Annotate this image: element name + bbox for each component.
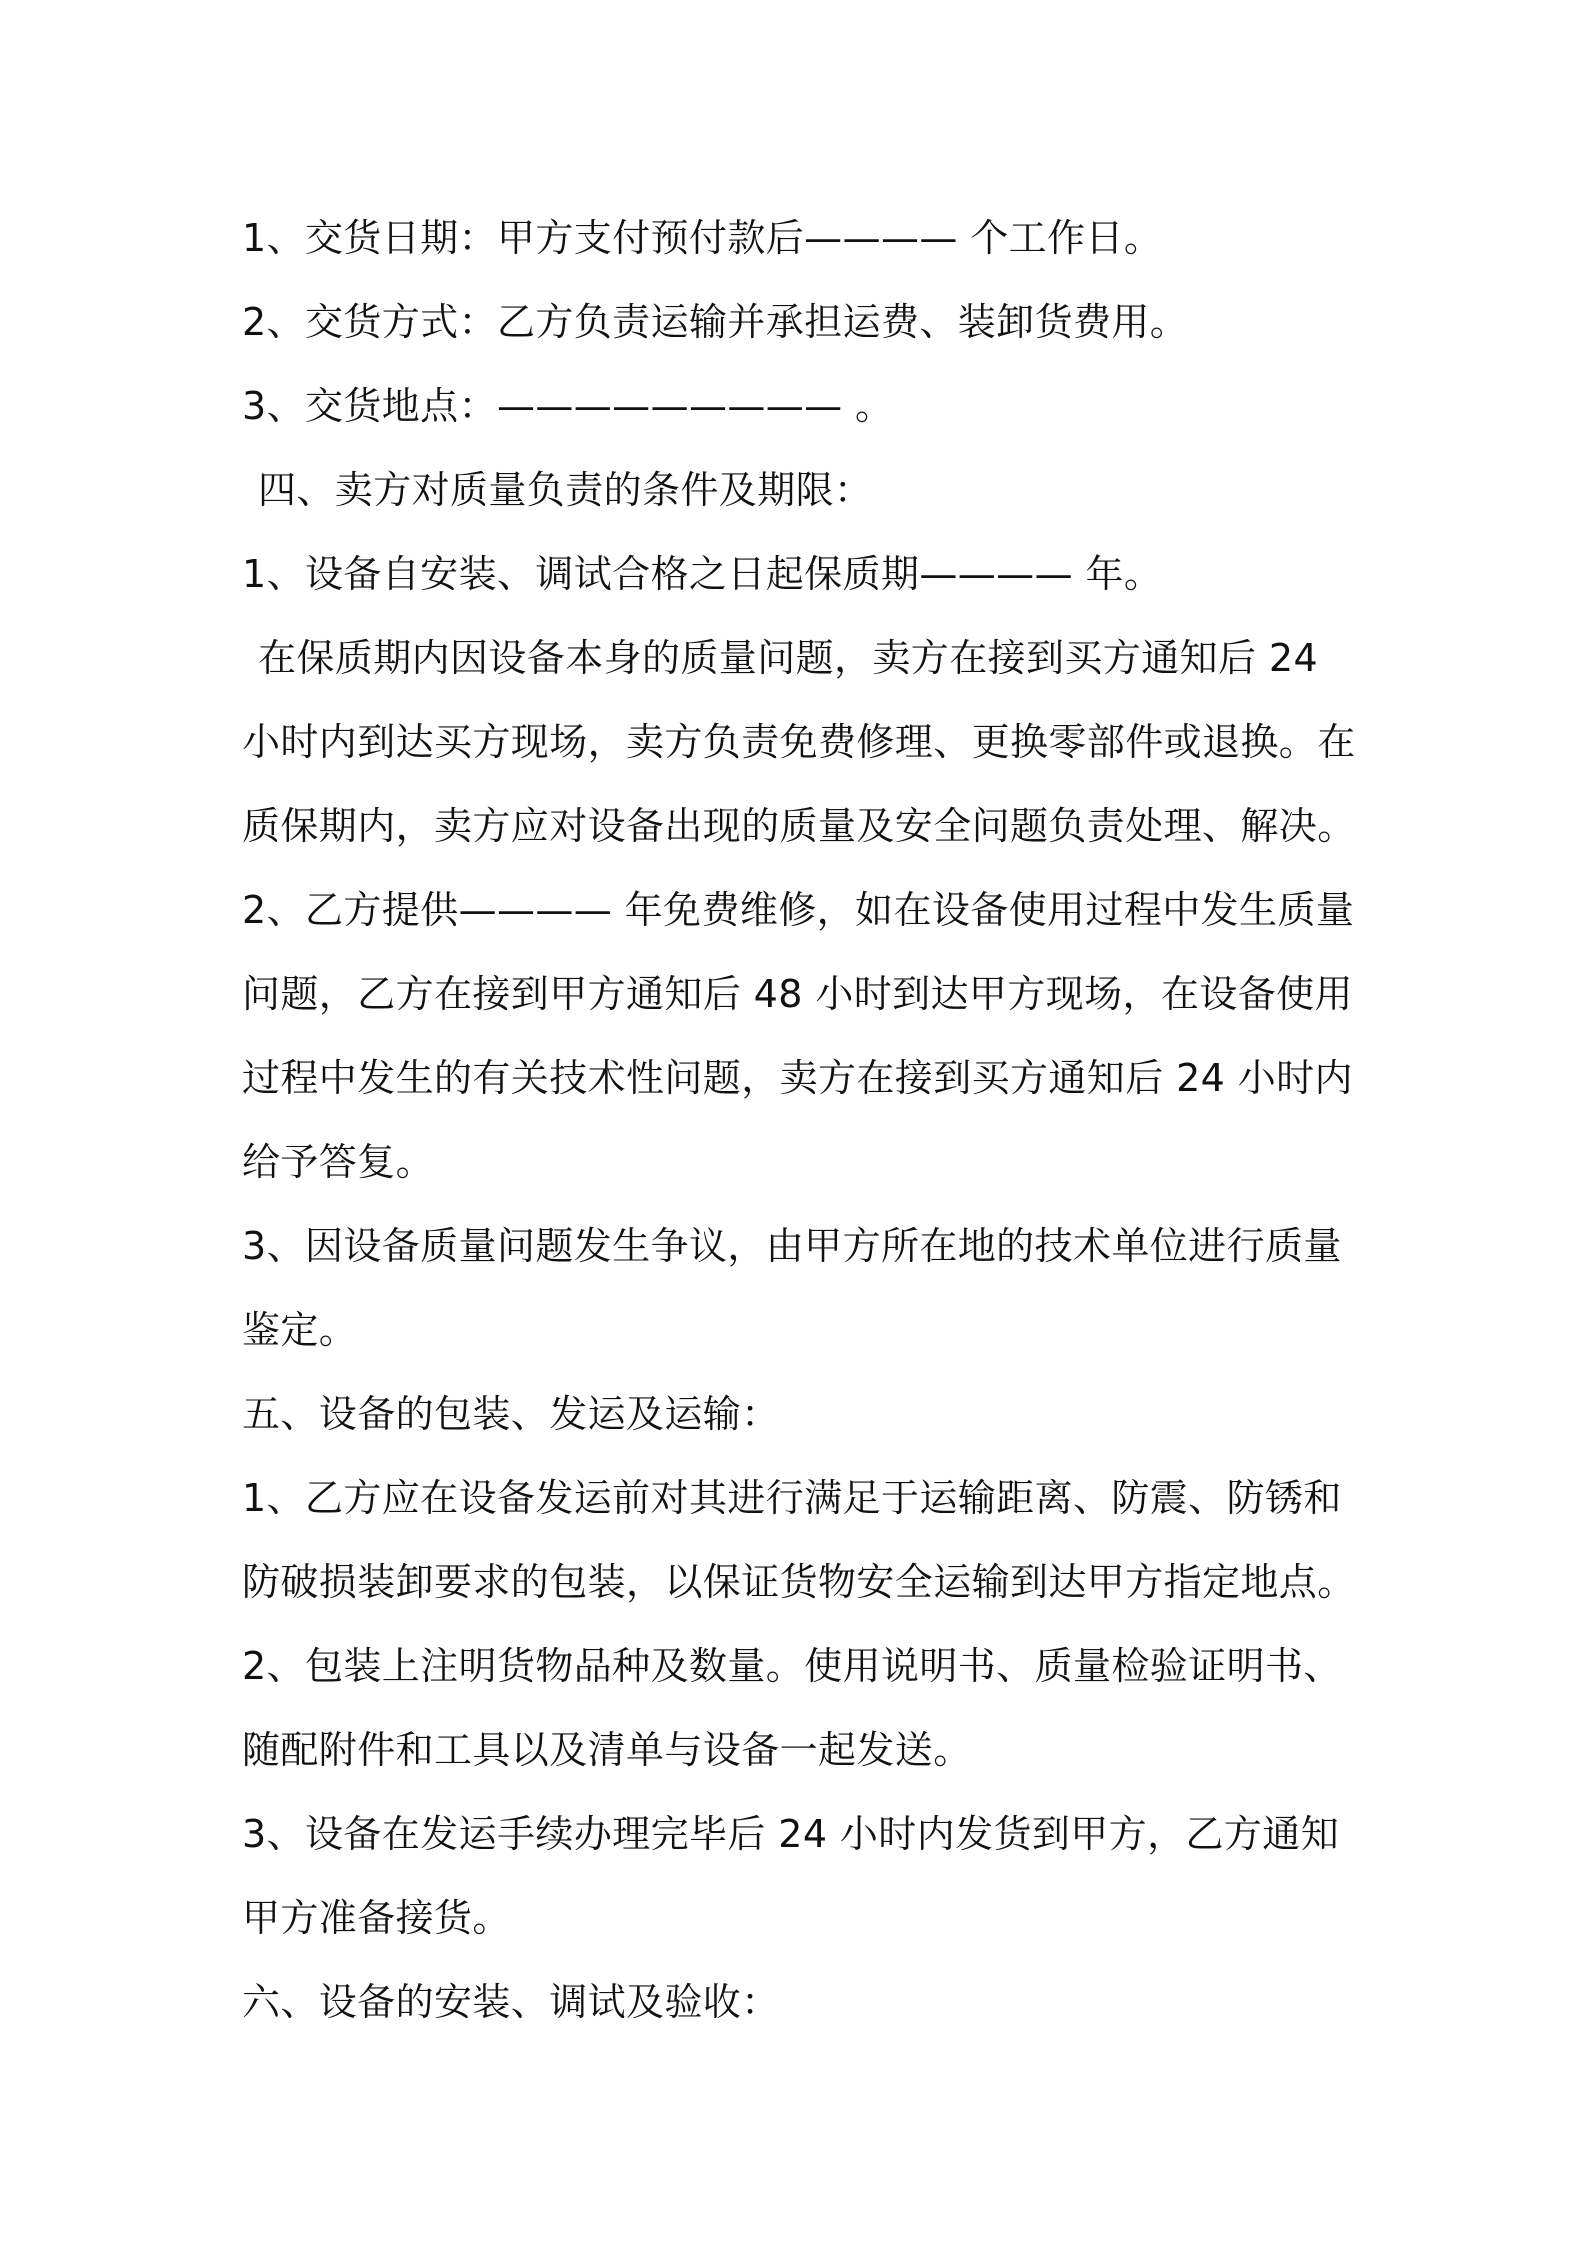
- section-heading-packaging: 五、设备的包装、发运及运输：: [242, 1392, 780, 1436]
- packaging-requirement-clause: 1、乙方应在设备发运前对其进行满足于运输距离、防震、防锈和防破损装卸要求的包装，以保证货物安全运输到达甲方指定地点。: [242, 1476, 1356, 1604]
- warranty-period-clause: 1、设备自安装、调试合格之日起保质期———— 年。: [242, 552, 1163, 596]
- quality-dispute-clause: 3、因设备质量问题发生争议，由甲方所在地的技术单位进行质量鉴定。: [242, 1224, 1342, 1352]
- free-maintenance-clause: 2、乙方提供———— 年免费维修，如在设备使用过程中发生质量问题，乙方在接到甲方通知后 48 小时到达甲方现场，在设备使用过程中发生的有关技术性问题，卖方在接到买方通知后 24 小时内给予答复。: [242, 888, 1355, 1184]
- section-heading-quality: 四、卖方对质量负责的条件及期限：: [258, 468, 873, 512]
- packaging-label-clause: 2、包装上注明货物品种及数量。使用说明书、质量检验证明书、随配附件和工具以及清单与设备一起发送。: [242, 1644, 1342, 1772]
- shipping-notice-clause: 3、设备在发运手续办理完毕后 24 小时内发货到甲方，乙方通知甲方准备接货。: [242, 1812, 1340, 1940]
- delivery-location-clause: 3、交货地点：————————— 。: [242, 384, 894, 428]
- warranty-repair-paragraph: 在保质期内因设备本身的质量问题，卖方在接到买方通知后 24 小时内到达买方现场，卖方负责免费修理、更换零部件或退换。在质保期内，卖方应对设备出现的质量及安全问题负责处理、解决。: [242, 636, 1356, 848]
- document-body: [242, 196, 1360, 2044]
- delivery-method-clause: 2、交货方式：乙方负责运输并承担运费、装卸货费用。: [242, 300, 1189, 344]
- delivery-date-clause: 1、交货日期：甲方支付预付款后———— 个工作日。: [242, 216, 1163, 260]
- section-heading-installation: 六、设备的安装、调试及验收：: [242, 1980, 780, 2024]
